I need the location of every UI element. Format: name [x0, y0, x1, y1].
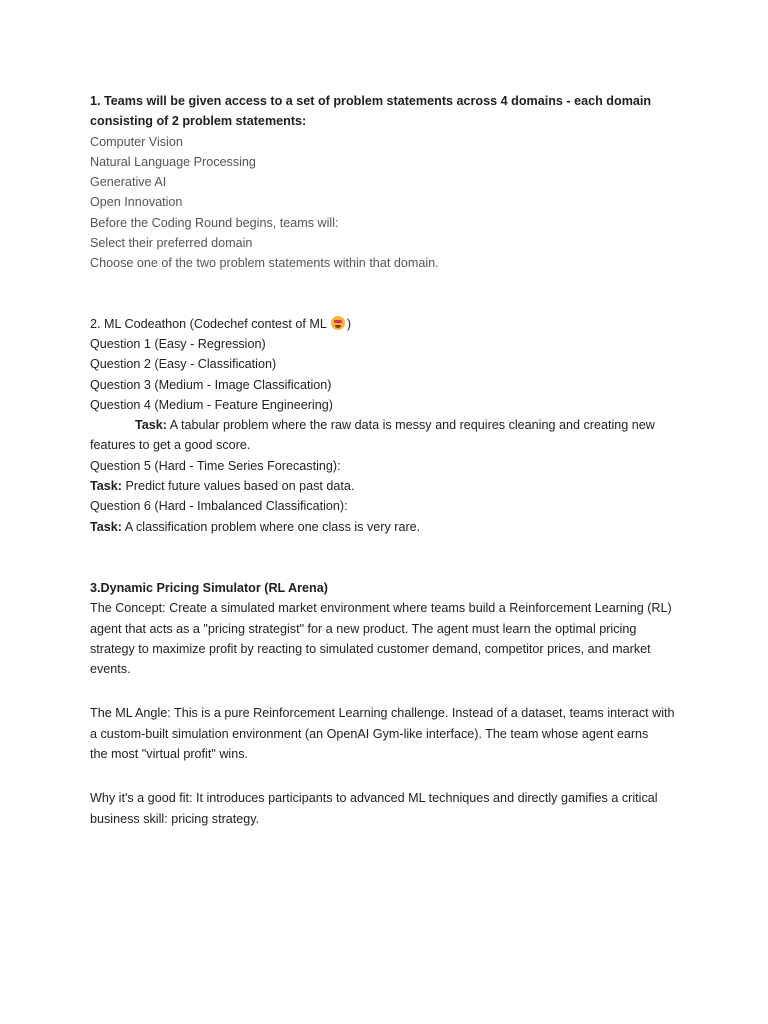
ml-angle-line: a custom-built simulation environment (an OpenAI Gym-like interface). The team whose agent earns	[90, 726, 649, 741]
task-label: Task:	[90, 479, 122, 494]
section-ml-codeathon	[90, 314, 685, 537]
question-5-task	[90, 476, 685, 496]
spacer	[90, 679, 685, 703]
spacer	[90, 537, 685, 578]
question-6: Question 6 (Hard - Imbalanced Classification):	[90, 499, 348, 514]
section-problem-statements	[90, 91, 685, 274]
section3-heading: 3.Dynamic Pricing Simulator (RL Arena)	[90, 580, 328, 595]
question-5: Question 5 (Hard - Time Series Forecasting):	[90, 458, 341, 473]
question-2: Question 2 (Easy - Classification)	[90, 357, 277, 372]
step-item: Select their preferred domain	[90, 236, 253, 251]
concept-line: strategy to maximize profit by reacting to simulated customer demand, competitor prices, and market	[90, 641, 651, 656]
good-fit-line: business skill: pricing strategy.	[90, 811, 260, 826]
task-text: Predict future values based on past data.	[121, 479, 355, 494]
concept-line: The Concept: Create a simulated market environment where teams build a Reinforcement Learning (RL)	[90, 601, 672, 616]
question-6-task	[90, 517, 685, 537]
good-fit-line: Why it's a good fit: It introduces participants to advanced ML techniques and directly gamifies a critical	[90, 791, 658, 806]
star-struck-face-icon	[331, 316, 345, 330]
concept-line: agent that acts as a "pricing strategist" for a new product. The agent must learn the optimal pricing	[90, 621, 637, 636]
spacer	[90, 764, 685, 788]
domain-item: Generative AI	[90, 175, 167, 190]
section1-heading-line1: 1. Teams will be given access to a set of problem statements across 4 domains - each domain	[90, 94, 652, 108]
ml-angle-line: The ML Angle: This is a pure Reinforcement Learning challenge. Instead of a dataset, teams interact with	[90, 706, 675, 721]
question-4: Question 4 (Medium - Feature Engineering)	[90, 397, 333, 412]
ml-angle-line: the most "virtual profit" wins.	[90, 747, 249, 762]
step-item: Choose one of the two problem statements within that domain.	[90, 256, 439, 271]
question-1: Question 1 (Easy - Regression)	[90, 336, 266, 351]
task-text: A tabular problem where the raw data is messy and requires cleaning and creating new	[166, 418, 655, 433]
section2-heading-close: )	[346, 316, 352, 331]
section2-heading-text: 2. ML Codeathon (Codechef contest of ML	[90, 316, 327, 331]
spacer	[90, 274, 685, 314]
task-text: A classification problem where one class is very rare.	[121, 519, 421, 534]
section2-heading	[90, 314, 685, 334]
question-4-task	[90, 415, 685, 435]
section1-heading-line2: consisting of 2 problem statements:	[90, 114, 307, 129]
domain-item: Computer Vision	[90, 134, 183, 149]
question-4-task-continued: features to get a good score.	[90, 438, 251, 453]
task-label: Task:	[90, 519, 122, 534]
task-label: Task:	[135, 418, 167, 433]
document-body	[90, 91, 685, 829]
concept-line: events.	[90, 662, 131, 677]
section-dynamic-pricing	[90, 578, 685, 829]
before-coding-round-text: Before the Coding Round begins, teams will:	[90, 215, 339, 230]
domain-item: Natural Language Processing	[90, 154, 256, 169]
domain-item: Open Innovation	[90, 195, 183, 210]
question-3: Question 3 (Medium - Image Classification)	[90, 377, 332, 392]
